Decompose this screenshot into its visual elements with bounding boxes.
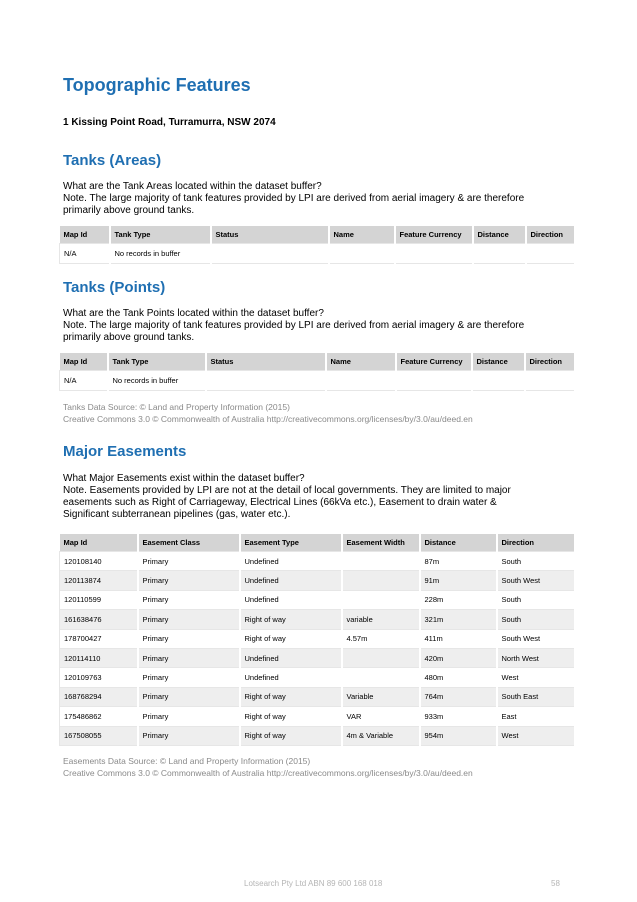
tanks-source-line2: Creative Commons 3.0 © Commonwealth of Australia http://creativecommons.org/licenses/by/3.0/au/deed.en	[63, 414, 473, 424]
column-header: Tank Type	[110, 226, 211, 244]
table-cell: South	[497, 590, 575, 609]
table-cell	[472, 371, 525, 391]
table-cell	[342, 552, 420, 571]
column-header: Map Id	[60, 353, 108, 371]
footer-page-number: 58	[551, 879, 560, 888]
column-header: Distance	[473, 226, 526, 244]
easements-note-line3: Significant subterranean pipelines (gas, water etc.).	[63, 509, 291, 520]
footer-company: Lotsearch Pty Ltd ABN 89 600 168 018	[244, 879, 383, 888]
easements-data-source	[63, 755, 473, 779]
column-header: Feature Currency	[396, 353, 472, 371]
tank-points-note-line1: Note. The large majority of tank features provided by LPI are derived from aerial imagery & are therefore	[63, 320, 525, 331]
table-cell: South East	[497, 687, 575, 706]
table-cell: 167508055	[60, 726, 138, 745]
table-row	[60, 244, 575, 264]
page-title: Topographic Features	[63, 75, 251, 95]
table-cell: 161638476	[60, 610, 138, 629]
table-cell: 120114110	[60, 648, 138, 667]
table-cell: West	[497, 668, 575, 687]
table-cell: Primary	[138, 629, 240, 648]
column-header: Easement Class	[138, 534, 240, 552]
table-cell: Right of way	[240, 687, 342, 706]
table-cell: 120113874	[60, 571, 138, 590]
table-cell: N/A	[60, 244, 110, 264]
easements-question: What Major Easements exist within the dataset buffer?	[63, 473, 305, 484]
table-row	[60, 668, 575, 687]
table-cell	[473, 244, 526, 264]
table-cell: South	[497, 552, 575, 571]
column-header: Status	[206, 353, 326, 371]
table-row	[60, 590, 575, 609]
table-cell: Primary	[138, 610, 240, 629]
table-row	[60, 610, 575, 629]
column-header: Feature Currency	[395, 226, 473, 244]
table-cell: Undefined	[240, 648, 342, 667]
table-cell	[395, 244, 473, 264]
column-header: Tank Type	[108, 353, 206, 371]
column-header: Distance	[420, 534, 497, 552]
table-cell: Primary	[138, 590, 240, 609]
table-cell	[342, 590, 420, 609]
table-row	[60, 629, 575, 648]
table-cell: 175486862	[60, 707, 138, 726]
table-cell: VAR	[342, 707, 420, 726]
tank-areas-description	[63, 181, 573, 217]
table-cell: Variable	[342, 687, 420, 706]
tanks-source-line1: Tanks Data Source: © Land and Property Information (2015)	[63, 402, 290, 412]
table-cell	[211, 244, 329, 264]
column-header: Name	[329, 226, 395, 244]
table-cell: 411m	[420, 629, 497, 648]
table-cell: 321m	[420, 610, 497, 629]
easements-source-line2: Creative Commons 3.0 © Commonwealth of Australia http://creativecommons.org/licenses/by/3.0/au/deed.en	[63, 768, 473, 778]
column-header: Status	[211, 226, 329, 244]
table-row	[60, 648, 575, 667]
easements-description	[63, 473, 583, 521]
table-cell	[526, 244, 575, 264]
table-cell	[342, 648, 420, 667]
table-cell	[342, 668, 420, 687]
column-header: Easement Type	[240, 534, 342, 552]
table-cell: Primary	[138, 571, 240, 590]
table-cell: No records in buffer	[110, 244, 211, 264]
column-header: Direction	[525, 353, 575, 371]
column-header: Easement Width	[342, 534, 420, 552]
table-row	[60, 371, 575, 391]
table-cell: 91m	[420, 571, 497, 590]
table-cell: N/A	[60, 371, 108, 391]
table-cell: Primary	[138, 668, 240, 687]
tank-points-table	[59, 353, 576, 391]
table-cell: 228m	[420, 590, 497, 609]
table-cell: Undefined	[240, 590, 342, 609]
table-cell: 954m	[420, 726, 497, 745]
easements-table-body	[60, 552, 575, 746]
table-cell: Undefined	[240, 571, 342, 590]
easements-table	[59, 534, 576, 746]
table-cell: 764m	[420, 687, 497, 706]
table-cell: South	[497, 610, 575, 629]
table-cell: variable	[342, 610, 420, 629]
easements-note-line1: Note. Easements provided by LPI are not at the detail of local governments. They are limited to major	[63, 485, 511, 496]
column-header: Direction	[526, 226, 575, 244]
table-row	[60, 687, 575, 706]
table-cell: 168768294	[60, 687, 138, 706]
table-cell: 87m	[420, 552, 497, 571]
table-row	[60, 726, 575, 745]
table-cell: South West	[497, 629, 575, 648]
table-cell: East	[497, 707, 575, 726]
table-row	[60, 571, 575, 590]
table-cell: 120108140	[60, 552, 138, 571]
tank-areas-question: What are the Tank Areas located within the dataset buffer?	[63, 181, 322, 192]
table-cell: Right of way	[240, 610, 342, 629]
tank-areas-table	[59, 226, 576, 264]
tank-areas-note-line1: Note. The large majority of tank features provided by LPI are derived from aerial imagery & are therefore	[63, 193, 525, 204]
tank-areas-note-line2: primarily above ground tanks.	[63, 205, 195, 216]
table-cell: Right of way	[240, 726, 342, 745]
tank-points-question: What are the Tank Points located within the dataset buffer?	[63, 308, 324, 319]
site-address: 1 Kissing Point Road, Turramurra, NSW 2074	[63, 117, 276, 128]
column-header: Distance	[472, 353, 525, 371]
table-cell: 420m	[420, 648, 497, 667]
tank-points-note-line2: primarily above ground tanks.	[63, 332, 195, 343]
tanks-data-source	[63, 401, 473, 425]
table-cell: West	[497, 726, 575, 745]
column-header: Direction	[497, 534, 575, 552]
tank-areas-heading: Tanks (Areas)	[63, 152, 162, 169]
tank-points-heading: Tanks (Points)	[63, 279, 166, 296]
table-header-row	[60, 353, 575, 371]
column-header: Map Id	[60, 534, 138, 552]
table-cell: 480m	[420, 668, 497, 687]
table-cell	[326, 371, 396, 391]
table-cell: 178700427	[60, 629, 138, 648]
easements-heading: Major Easements	[63, 443, 187, 460]
table-cell: Primary	[138, 552, 240, 571]
table-cell	[525, 371, 575, 391]
table-header-row	[60, 534, 575, 552]
table-cell: 4.57m	[342, 629, 420, 648]
table-row	[60, 552, 575, 571]
column-header: Map Id	[60, 226, 110, 244]
table-cell: North West	[497, 648, 575, 667]
tank-points-description	[63, 308, 573, 344]
table-cell: Primary	[138, 648, 240, 667]
table-cell: Primary	[138, 687, 240, 706]
table-cell: Undefined	[240, 552, 342, 571]
table-cell: 120109763	[60, 668, 138, 687]
table-cell	[396, 371, 472, 391]
table-header-row	[60, 226, 575, 244]
table-cell: 120110599	[60, 590, 138, 609]
table-cell: Undefined	[240, 668, 342, 687]
easements-source-line1: Easements Data Source: © Land and Property Information (2015)	[63, 756, 311, 766]
table-row	[60, 707, 575, 726]
table-cell	[329, 244, 395, 264]
table-cell: Primary	[138, 726, 240, 745]
table-cell: 933m	[420, 707, 497, 726]
table-cell: 4m & Variable	[342, 726, 420, 745]
table-cell: South West	[497, 571, 575, 590]
table-cell: Primary	[138, 707, 240, 726]
table-cell	[342, 571, 420, 590]
table-cell: Right of way	[240, 629, 342, 648]
table-cell: No records in buffer	[108, 371, 206, 391]
column-header: Name	[326, 353, 396, 371]
table-cell: Right of way	[240, 707, 342, 726]
table-cell	[206, 371, 326, 391]
easements-note-line2: easements such as Right of Carriageway, Electrical Lines (66kVa etc.), Easement to drain water &	[63, 497, 497, 508]
